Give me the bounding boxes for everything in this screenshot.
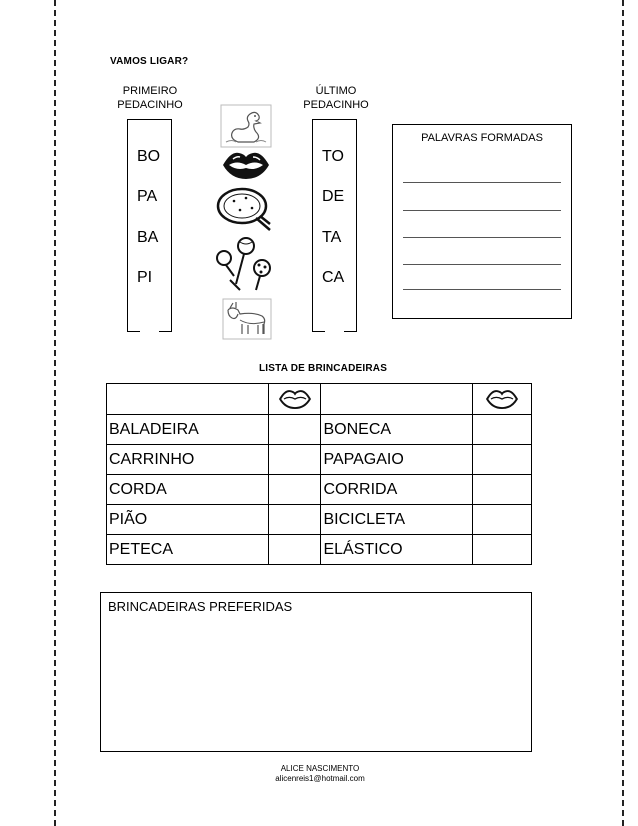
table-row [107, 415, 532, 445]
game-name-right: CORRIDA [321, 475, 472, 505]
formed-words-title: PALAVRAS FORMADAS [421, 132, 543, 144]
goat-icon [222, 298, 272, 340]
games-list-title: LISTA DE BRINCADEIRAS [259, 363, 388, 374]
game-name-right: BICICLETA [321, 505, 472, 535]
table-row [107, 475, 532, 505]
footer-author: ALICE NASCIMENTO [280, 764, 360, 773]
formed-word-line[interactable] [403, 237, 561, 238]
game-name-left: BALADEIRA [107, 415, 269, 445]
games-table-header-cell [472, 384, 531, 415]
lollipops-icon [210, 236, 274, 292]
last-syllable: TA [322, 229, 342, 246]
potato-icon [216, 184, 272, 234]
first-syllable: PA [137, 188, 158, 205]
last-syllables-box [312, 119, 357, 332]
first-syllable: PI [137, 269, 153, 286]
game-name-left: PETECA [107, 535, 269, 565]
game-name-right: BONECA [321, 415, 472, 445]
last-part-heading [296, 84, 376, 112]
game-check-cell[interactable] [269, 415, 321, 445]
lips-icon [278, 388, 312, 410]
game-check-cell[interactable] [472, 505, 531, 535]
duck-icon [220, 104, 272, 148]
page-title: VAMOS LIGAR? [110, 56, 189, 67]
game-check-cell[interactable] [472, 475, 531, 505]
formed-words-box [392, 124, 572, 319]
first-syllable: BO [137, 148, 161, 165]
last-syllable: CA [322, 269, 345, 286]
game-check-cell[interactable] [269, 475, 321, 505]
formed-word-line[interactable] [403, 210, 561, 211]
first-syllables-box [127, 119, 172, 332]
first-part-heading-line2: PEDACINHO [117, 99, 183, 111]
formed-word-line[interactable] [403, 182, 561, 183]
formed-word-line[interactable] [403, 289, 561, 290]
game-name-left: CARRINHO [107, 445, 269, 475]
game-name-right: PAPAGAIO [321, 445, 472, 475]
games-table-header-cell [269, 384, 321, 415]
game-check-cell[interactable] [472, 535, 531, 565]
table-row [107, 505, 532, 535]
first-syllable: BA [137, 229, 159, 246]
footer-email: alicenreis1@hotmail.com [275, 774, 365, 783]
last-syllable: TO [322, 148, 344, 165]
table-row [107, 445, 532, 475]
game-check-cell[interactable] [269, 505, 321, 535]
table-row [107, 535, 532, 565]
formed-word-line[interactable] [403, 264, 561, 265]
favorites-box[interactable] [100, 592, 532, 752]
last-part-heading-line2: PEDACINHO [303, 99, 369, 111]
games-table [106, 383, 532, 565]
games-table-header-cell [107, 384, 269, 415]
favorites-title: BRINCADEIRAS PREFERIDAS [108, 599, 293, 614]
games-table-header-row [107, 384, 532, 415]
last-syllable: DE [322, 188, 345, 205]
games-table-header-cell [321, 384, 472, 415]
game-name-left: PIÃO [107, 505, 269, 535]
lips-icon [220, 148, 272, 182]
game-check-cell[interactable] [269, 535, 321, 565]
first-part-heading-line1: PRIMEIRO [122, 85, 178, 97]
first-part-heading [110, 84, 190, 112]
game-check-cell[interactable] [472, 445, 531, 475]
game-name-left: CORDA [107, 475, 269, 505]
last-part-heading-line1: ÚLTIMO [315, 85, 357, 97]
game-check-cell[interactable] [472, 415, 531, 445]
lips-icon [485, 388, 519, 410]
game-name-right: ELÁSTICO [321, 535, 472, 565]
game-check-cell[interactable] [269, 445, 321, 475]
